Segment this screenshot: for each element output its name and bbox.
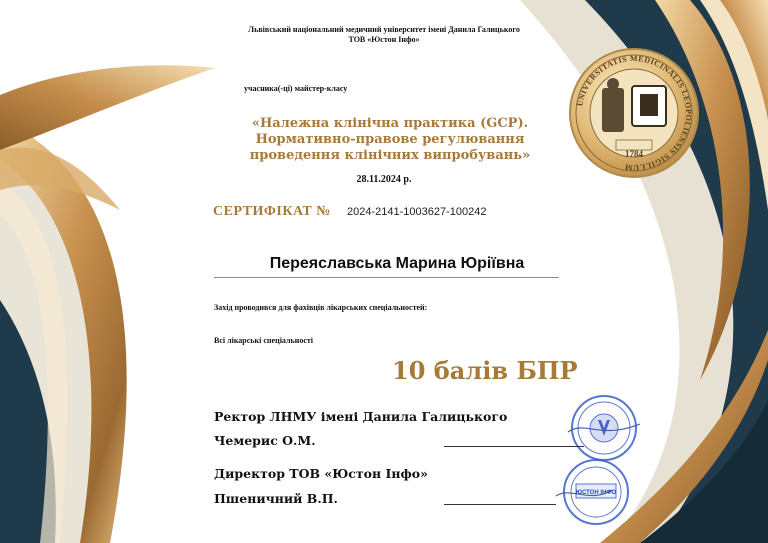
course-title [150, 116, 630, 164]
recipient-name: Переяславська Марина Юріївна [269, 255, 525, 272]
specialties-value: Всі лікарські спеціальності [214, 336, 314, 345]
course-title-line-2: Нормативно-правове регулювання [255, 132, 525, 147]
participant-label: учасника(-ці) майстер-класу [244, 84, 348, 93]
signatory-2-title: Директор ТОВ «Юстон Інфо» [214, 466, 428, 481]
organizer-line-1: Львівський національний медичний університет імені Данила Галицького [248, 25, 520, 34]
organizers-header [0, 25, 768, 45]
seal-year: 1784 [625, 149, 643, 159]
seal-text: UNIVERSITATIS MEDICINALIS LEOPOLIENSIS SIGILLUM [575, 53, 694, 173]
rector-stamp [568, 396, 640, 460]
certificate-number: 2024-2141-1003627-100242 [347, 206, 487, 218]
signatory-1-line [444, 446, 584, 447]
points-value: 10 балів БПР [392, 356, 578, 385]
course-title-line-3: проведення клінічних випробувань» [249, 148, 531, 163]
signatory-2-line [444, 504, 556, 505]
name-underline [214, 277, 559, 278]
organizer-line-2: ТОВ «Юстон Інфо» [348, 35, 420, 44]
course-title-line-1: «Належна клінічна практика (GCP). [251, 116, 529, 131]
company-stamp-text: ЮСТОН ІНФО [576, 490, 616, 496]
event-date: 28.11.2024 р. [356, 174, 412, 185]
event-note: Захід проводився для фахівців лікарських спеціальностей: [214, 303, 428, 312]
signatory-2-name: Пшеничний В.П. [214, 491, 338, 506]
certificate-label: СЕРТИФІКАТ № [213, 204, 331, 219]
company-stamp-label [576, 484, 616, 498]
signatory-1-name: Чемерис О.М. [214, 433, 316, 448]
signatory-1-title: Ректор ЛНМУ імені Данила Галицького [214, 409, 508, 424]
